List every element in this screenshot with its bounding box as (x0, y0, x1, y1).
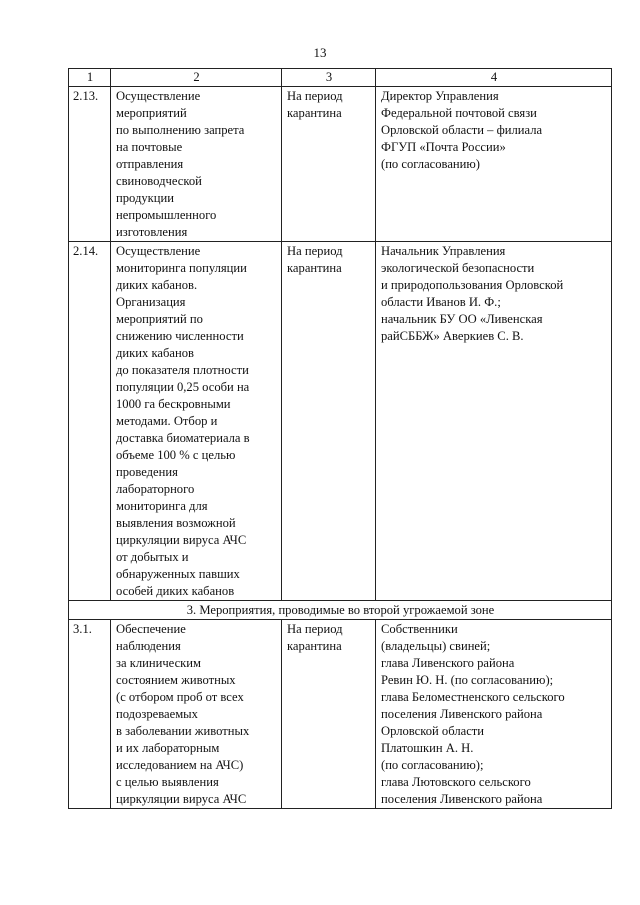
action-cell-line: методами. Отбор и (116, 414, 218, 428)
action-cell-line: по выполнению запрета (116, 123, 245, 137)
table-row (69, 242, 612, 601)
period-cell-line: На период (287, 244, 343, 258)
action-cell-line: циркуляции вируса АЧС (116, 792, 247, 806)
action-cell (111, 620, 282, 809)
action-cell-line: особей диких кабанов (116, 584, 235, 598)
period-cell-line: карантина (287, 639, 342, 653)
responsible-cell (376, 620, 612, 809)
action-cell-line: подозреваемых (116, 707, 198, 721)
section-title: 3. Мероприятия, проводимые во второй угрожаемой зоне (69, 601, 612, 620)
action-cell-line: и их лабораторным (116, 741, 220, 755)
action-cell-line: лабораторного (116, 482, 195, 496)
action-cell-line: наблюдения (116, 639, 181, 653)
action-cell-line: объеме 100 % с целью (116, 448, 236, 462)
responsible-cell-line: экологической безопасности (381, 261, 535, 275)
action-cell-line: мониторинга для (116, 499, 208, 513)
action-cell-line: мониторинга популяции (116, 261, 247, 275)
action-cell-line: исследованием на АЧС) (116, 758, 244, 772)
responsible-cell-line: райСББЖ» Аверкиев С. В. (381, 329, 524, 343)
period-cell-line: карантина (287, 261, 342, 275)
responsible-cell-line: поселения Ливенского района (381, 707, 543, 721)
action-cell-line: до показателя плотности (116, 363, 249, 377)
period-cell-line: карантина (287, 106, 342, 120)
section-row (69, 601, 612, 620)
action-cell-line: за клиническим (116, 656, 201, 670)
action-cell-line: диких кабанов (116, 346, 194, 360)
responsible-cell-line: Платошкин А. Н. (381, 741, 474, 755)
responsible-cell-line: глава Ливенского района (381, 656, 515, 670)
table-header-row (69, 69, 612, 87)
responsible-cell-line: глава Лютовского сельского (381, 775, 531, 789)
responsible-cell-line: Орловской области – филиала (381, 123, 543, 137)
responsible-cell-line: (по согласованию); (381, 758, 484, 772)
action-cell-line: выявления возможной (116, 516, 236, 530)
page-number: 13 (313, 45, 327, 60)
responsible-cell (376, 242, 612, 601)
table-row (69, 620, 612, 809)
action-cell-line: отправления (116, 157, 184, 171)
period-cell (282, 620, 376, 809)
responsible-cell-line: ФГУП «Почта России» (381, 140, 506, 154)
table-row (69, 87, 612, 242)
period-cell (282, 242, 376, 601)
action-cell (111, 87, 282, 242)
action-cell-line: Осуществление (116, 89, 201, 103)
action-cell-line: состоянием животных (116, 673, 236, 687)
responsible-cell-line: Ревин Ю. Н. (по согласованию); (381, 673, 554, 687)
period-cell-line: На период (287, 622, 343, 636)
action-cell-line: мероприятий (116, 106, 187, 120)
action-cell-line: от добытых и (116, 550, 189, 564)
action-cell-line: в заболевании животных (116, 724, 250, 738)
action-cell-line: Обеспечение (116, 622, 186, 636)
row-number: 2.13. (69, 87, 111, 242)
row-number: 2.14. (69, 242, 111, 601)
action-cell-line: снижению численности (116, 329, 244, 343)
responsible-cell (376, 87, 612, 242)
period-cell (282, 87, 376, 242)
responsible-cell-line: (владельцы) свиней; (381, 639, 491, 653)
action-cell-line: обнаруженных павших (116, 567, 240, 581)
action-cell-line: свиноводческой (116, 174, 202, 188)
action-cell-line: циркуляции вируса АЧС (116, 533, 247, 547)
header-col-2: 2 (111, 69, 282, 87)
action-cell-line: Организация (116, 295, 186, 309)
header-col-4: 4 (376, 69, 612, 87)
action-cell-line: Осуществление (116, 244, 201, 258)
responsible-cell-line: Собственники (381, 622, 458, 636)
header-col-1: 1 (69, 69, 111, 87)
responsible-cell-line: (по согласованию) (381, 157, 481, 171)
action-cell-line: на почтовые (116, 140, 183, 154)
action-cell-line: с целью выявления (116, 775, 219, 789)
action-cell-line: доставка биоматериала в (116, 431, 250, 445)
responsible-cell-line: Директор Управления (381, 89, 499, 103)
measures-table (68, 68, 612, 809)
responsible-cell-line: Орловской области (381, 724, 485, 738)
action-cell-line: 1000 га бескровными (116, 397, 231, 411)
responsible-cell-line: поселения Ливенского района (381, 792, 543, 806)
action-cell (111, 242, 282, 601)
action-cell-line: мероприятий по (116, 312, 203, 326)
action-cell-line: (с отбором проб от всех (116, 690, 244, 704)
responsible-cell-line: глава Беломестненского сельского (381, 690, 565, 704)
header-col-3: 3 (282, 69, 376, 87)
action-cell-line: популяции 0,25 особи на (116, 380, 250, 394)
responsible-cell-line: начальник БУ ОО «Ливенская (381, 312, 543, 326)
period-cell-line: На период (287, 89, 343, 103)
responsible-cell-line: области Иванов И. Ф.; (381, 295, 501, 309)
action-cell-line: диких кабанов. (116, 278, 198, 292)
responsible-cell-line: Начальник Управления (381, 244, 506, 258)
action-cell-line: непромышленного (116, 208, 217, 222)
row-number: 3.1. (69, 620, 111, 809)
responsible-cell-line: Федеральной почтовой связи (381, 106, 537, 120)
action-cell-line: продукции (116, 191, 175, 205)
responsible-cell-line: и природопользования Орловской (381, 278, 564, 292)
action-cell-line: проведения (116, 465, 178, 479)
action-cell-line: изготовления (116, 225, 188, 239)
